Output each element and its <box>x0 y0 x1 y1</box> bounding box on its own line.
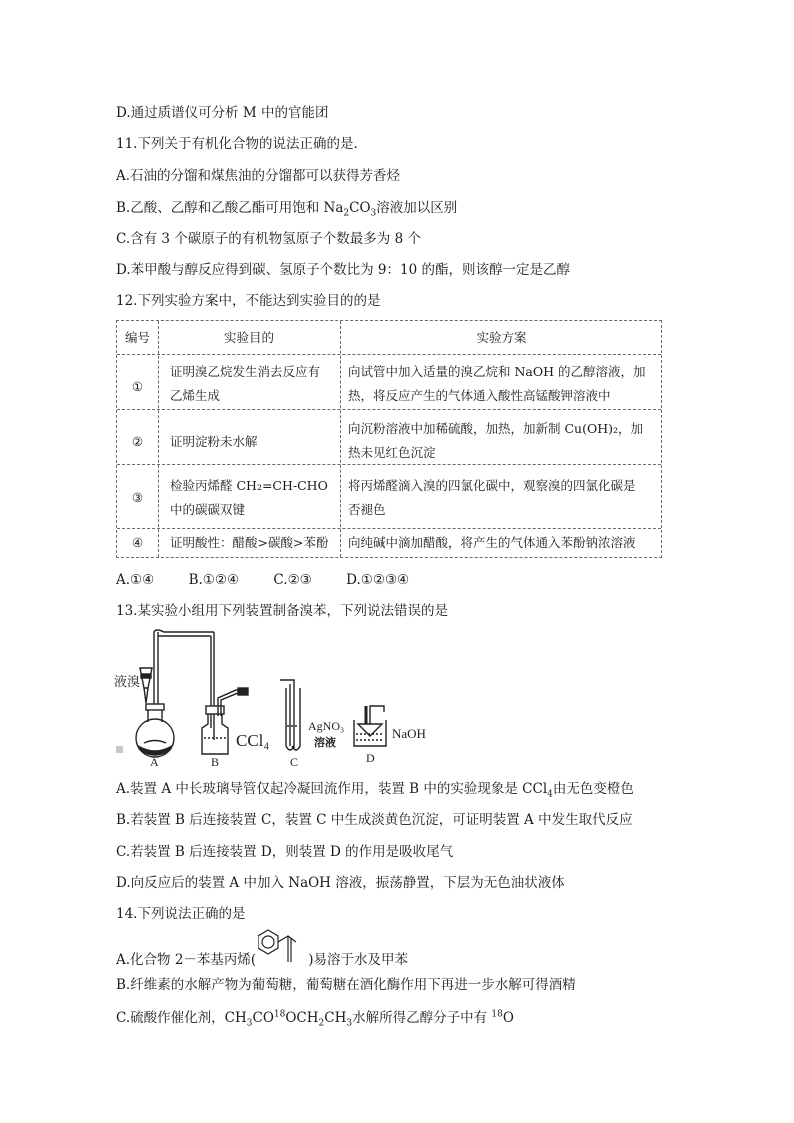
table-row-goal: 乙烯生成 <box>170 388 221 403</box>
q11-option-d: D.苯甲酸与醇反应得到碳、氢原子个数比为 9：10 的酯，则该醇一定是乙醇 <box>116 262 570 278</box>
table-row-plan: 将丙烯醛滴入溴的四氯化碳中，观察溴的四氯化碳是 <box>348 478 636 493</box>
label-agno3: AgNO₃ <box>308 719 345 733</box>
q13-option-b: B.若装置 B 后连接装置 C，装置 C 中生成淡黄色沉淀，可证明装置 A 中发生取代反应 <box>116 812 633 828</box>
table-row-plan: 向纯碱中滴加醋酸，将产生的气体通入苯酚钠浓溶液 <box>348 535 636 550</box>
bromobenzene-apparatus-figure <box>114 628 444 770</box>
label-liquid-bromine: 液溴 <box>114 675 141 690</box>
table-header-goal: 实验目的 <box>223 330 274 345</box>
q11-option-c: C.含有 3 个碳原子的有机物氢原子个数最多为 8 个 <box>116 231 421 247</box>
q13-stem: 13.某实验小组用下列装置制备溴苯，下列说法错误的是 <box>116 603 448 619</box>
table-row-plan: 热，将反应产生的气体通入酸性高锰酸钾溶液中 <box>348 388 611 403</box>
table-row-goal: 证明淀粉未水解 <box>170 434 258 449</box>
table-row-plan: 热未见红色沉淀 <box>348 445 436 460</box>
table-row-number: ② <box>131 434 144 449</box>
label-a: A <box>150 755 159 769</box>
q13-option-d: D.向反应后的装置 A 中加入 NaOH 溶液，振荡静置，下层为无色油状液体 <box>116 875 565 891</box>
table-row-goal: 中的碳碳双键 <box>170 502 246 517</box>
experiment-table <box>116 320 662 558</box>
table-header-plan: 实验方案 <box>476 330 527 345</box>
2-phenylpropene-structure <box>258 928 308 968</box>
table-row-number: ④ <box>131 535 144 550</box>
q13-option-c: C.若装置 B 后连接装置 D，则装置 D 的作用是吸收尾气 <box>116 844 454 860</box>
q14-stem: 14.下列说法正确的是 <box>116 906 246 922</box>
q11-option-a: A.石油的分馏和煤焦油的分馏都可以获得芳香烃 <box>116 168 401 184</box>
q11-option-b: B.乙酸、乙醇和乙酸乙酯可用饱和 $Na_2CO_3$溶液加以区别 <box>116 200 458 219</box>
table-row-number: ③ <box>131 490 144 505</box>
label-c: C <box>290 755 299 769</box>
table-header-number: 编号 <box>124 330 150 345</box>
table-row-plan: 向沉粉溶液中加稀硫酸，加热，加新制 Cu(OH)₂，加 <box>348 421 644 436</box>
table-row-plan: 否褪色 <box>348 502 386 517</box>
table-row-plan: 向试管中加入适量的溴乙烷和 NaOH 的乙醇溶液，加 <box>348 364 646 379</box>
table-row-number: ① <box>131 379 144 394</box>
q12-options: A.①④ B.①②④ C.②③ D.①②③④ <box>116 572 410 588</box>
table-row-goal: 证明溴乙烷发生消去反应有 <box>170 364 321 379</box>
label-naoh: NaOH <box>392 726 426 741</box>
q13-option-a: A.装置 A 中长玻璃导管仅起冷凝回流作用，装置 B 中的实验现象是 CCl$_4$由无色变橙色 <box>116 781 634 800</box>
q14-option-c: C.硫酸作催化剂，$CH_3CO^{18}OCH_2CH_3$水解所得乙醇分子中有 $^{18}$O <box>116 1009 514 1029</box>
label-ccl4: CCl₄ <box>236 731 270 750</box>
q11-stem: 11.下列关于有机化合物的说法正确的是. <box>116 136 358 152</box>
q10-option-d: D.通过质谱仪可分析 M 中的官能团 <box>116 105 329 121</box>
q14-option-a: A.化合物 2－苯基丙烯( )易溶于水及甲苯 <box>116 952 408 968</box>
label-d: D <box>366 751 375 765</box>
q14-option-b: B.纤维素的水解产物为葡萄糖，葡萄糖在酒化酶作用下再进一步水解可得酒精 <box>116 977 576 993</box>
table-row-goal: 检验丙烯醛 CH₂=CH-CHO <box>170 478 328 493</box>
table-row-goal: 证明酸性：醋酸>碳酸>苯酚 <box>170 535 329 550</box>
label-solution: 溶液 <box>314 736 336 749</box>
q12-stem: 12.下列实验方案中，不能达到实验目的的是 <box>116 293 381 309</box>
label-b: B <box>211 755 220 769</box>
